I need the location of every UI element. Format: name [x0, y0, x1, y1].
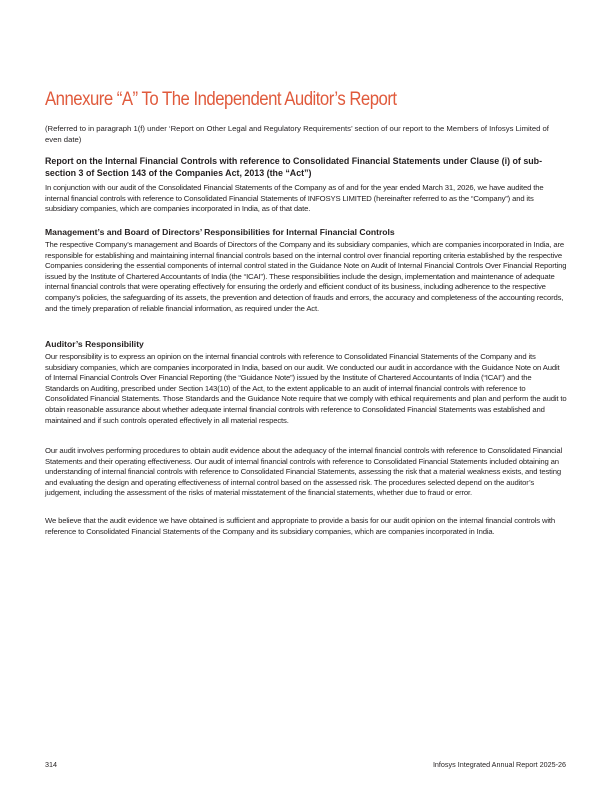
section-paragraph-management-responsibilities: The respective Company’s management and Boards of Directors of the Company and its subsidiary companies, which are companies incorporated in India, are responsible for establishing and maintaining internal financial controls based on the internal control over financial reporting criteria established by the respective Companies considering the essential components of internal control stated in the Guidance Note on Audit of Internal Financial Controls Over Financial Reporting issued by the Institute of Chartered Accountants of India (the “ICAI”). These responsibilities include the design, implementation and maintenance of adequate internal financial controls that were operating effectively for ensuring the orderly and efficient conduct of its business, including adherence to the respective company’s policies, the safeguarding of its assets, the prevention and detection of frauds and errors, the accuracy and completeness of the accounting records, and the timely preparation of reliable financial information, as required under the Act.	[45, 240, 567, 313]
footer-report-name: Infosys Integrated Annual Report 2025-26	[432, 760, 566, 769]
section-paragraph-auditors-responsibility-3: We believe that the audit evidence we have obtained is sufficient and appropriate to provide a basis for our audit opinion on the internal financial controls with reference to Consolidated Financial Statements of the Company and its subsidiary companies, which are companies incorporated in India.	[45, 516, 556, 536]
section-heading-management-responsibilities: Management’s and Board of Directors’ Responsibilities for Internal Financial Controls	[45, 227, 395, 237]
section-paragraph-conjunction: In conjunction with our audit of the Consolidated Financial Statements of the Company as of and for the year ended March 31, 2026, we have audited the internal financial controls with reference to Consolidated Financial Statements of INFOSYS LIMITED (hereinafter referred to as the “Company”) and its subsidiary companies, which are companies incorporated in India, as of that date.	[45, 183, 544, 214]
page-title: Annexure “A” To The Independent Auditor’s Report	[45, 88, 397, 110]
section-paragraph-auditors-responsibility-2: Our audit involves performing procedures to obtain audit evidence about the adequacy of the internal financial controls with reference to Consolidated Financial Statements and their operating effectiveness. Our audit of internal financial controls with reference to Consolidated Financial Statements included obtaining an understanding of internal financial controls with reference to Consolidated Financial Statements, assessing the risk that a material weakness exists, and testing and evaluating the design and operating effectiveness of internal control based on the assessed risk. The procedures selected depend on the auditor’s judgement, including the assessment of the risks of material misstatement of the financial statements, whether due to fraud or error.	[45, 446, 563, 498]
section-paragraph-auditors-responsibility-1: Our responsibility is to express an opinion on the internal financial controls with reference to Consolidated Financial Statements of the Company and its subsidiary companies, which are companies incorporated in India, based on our audit. We conducted our audit in accordance with the Guidance Note on Audit of Internal Financial Controls Over Financial Reporting (the “Guidance Note”) issued by the Institute of Chartered Accountants of India (“ICAI”) and the Standards on Auditing, prescribed under Section 143(10) of the Act, to the extent applicable to an audit of internal financial controls with reference to Consolidated Financial Statements. Those Standards and the Guidance Note require that we comply with ethical requirements and plan and perform the audit to obtain reasonable assurance about whether adequate internal financial controls with reference to Consolidated Financial Statements was established and maintained and if such controls operated effectively in all material respects.	[45, 352, 567, 425]
section-heading-internal-controls: Report on the Internal Financial Controls with reference to Consolidated Financial Statements under Clause (i) of sub-section 3 of Section 143 of the Companies Act, 2013 (the “Act”)	[45, 156, 543, 178]
reference-note: (Referred to in paragraph 1(f) under ‘Report on Other Legal and Regulatory Requirements’ section of our report to the Members of Infosys Limited of even date)	[45, 124, 549, 144]
section-heading-auditors-responsibility: Auditor’s Responsibility	[45, 339, 144, 349]
page-number: 314	[45, 760, 57, 769]
